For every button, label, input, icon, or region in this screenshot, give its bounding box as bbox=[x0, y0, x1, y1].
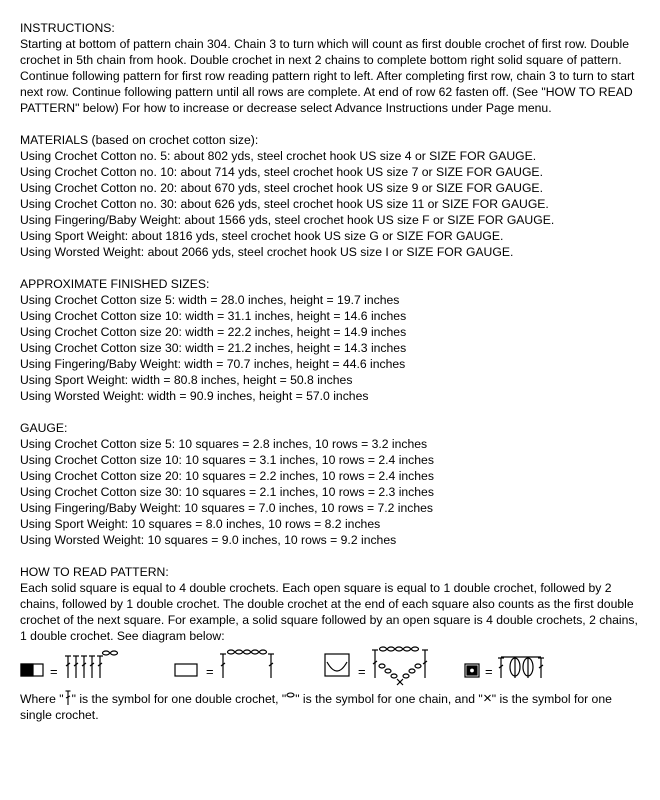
materials-line: Using Fingering/Baby Weight: about 1566 yds, steel crochet hook US size F or SIZE FOR GAUGE. bbox=[20, 213, 555, 227]
sizes-line: Using Crochet Cotton size 30: width = 21.2 inches, height = 14.3 inches bbox=[20, 341, 407, 355]
symbol-diagram bbox=[20, 646, 645, 686]
instructions-heading: INSTRUCTIONS: bbox=[20, 21, 115, 35]
lacet-stitch-icon bbox=[372, 647, 428, 685]
materials-line: Using Crochet Cotton no. 5: about 802 yds, steel crochet hook US size 4 or SIZE FOR GAUGE. bbox=[20, 149, 537, 163]
gauge-line: Using Crochet Cotton size 5: 10 squares = 2.8 inches, 10 rows = 3.2 inches bbox=[20, 437, 428, 451]
how-to-read-body: Each solid square is equal to 4 double crochets. Each open square is equal to 1 double crochet, followed by 2 chains, followed by 1 double crochet. The double crochet at the end of each square also counts as the first double crochet of the next square. For example, a solid square followed by an open square is 4 double crochets, 2 chains, 1 double crochet. See diagram below: bbox=[20, 581, 638, 643]
equals-sign: = bbox=[206, 664, 214, 679]
gauge-line: Using Sport Weight: 10 squares = 8.0 inches, 10 rows = 8.2 inches bbox=[20, 517, 381, 531]
legend-text: " is the symbol for one single crochet. bbox=[20, 692, 612, 722]
materials-line: Using Crochet Cotton no. 20: about 670 yds, steel crochet hook US size 9 or SIZE FOR GAUGE. bbox=[20, 181, 543, 195]
gauge-heading: GAUGE: bbox=[20, 421, 68, 435]
gauge-line: Using Crochet Cotton size 10: 10 squares = 3.1 inches, 10 rows = 2.4 inches bbox=[20, 453, 434, 467]
symbol-legend bbox=[20, 690, 645, 723]
sizes-line: Using Crochet Cotton size 20: width = 22.2 inches, height = 14.9 inches bbox=[20, 325, 407, 339]
solid-square-icon bbox=[21, 664, 43, 676]
equals-sign: = bbox=[50, 664, 58, 679]
sizes-line: Using Crochet Cotton size 10: width = 31.1 inches, height = 14.6 inches bbox=[20, 309, 407, 323]
gauge-section bbox=[20, 420, 645, 548]
pattern-document bbox=[20, 20, 645, 723]
sizes-line: Using Sport Weight: width = 80.8 inches, height = 50.8 inches bbox=[20, 373, 353, 387]
equals-sign: = bbox=[485, 664, 493, 679]
materials-line: Using Sport Weight: about 1816 yds, steel crochet hook US size G or SIZE FOR GAUGE. bbox=[20, 229, 504, 243]
sizes-line: Using Fingering/Baby Weight: width = 70.7 inches, height = 44.6 inches bbox=[20, 357, 406, 371]
bar-stitch-icon bbox=[498, 657, 544, 678]
sizes-heading: APPROXIMATE FINISHED SIZES: bbox=[20, 277, 210, 291]
how-to-read-section bbox=[20, 564, 645, 723]
bar-square-icon bbox=[465, 664, 479, 677]
open-square-stitch-icon bbox=[220, 650, 274, 678]
materials-line: Using Crochet Cotton no. 10: about 714 yds, steel crochet hook US size 7 or SIZE FOR GAUGE. bbox=[20, 165, 543, 179]
open-square-icon bbox=[175, 664, 197, 676]
chain-icon bbox=[286, 691, 295, 701]
chain-pair-icon bbox=[103, 651, 118, 655]
symbol-diagram-graphic bbox=[20, 646, 645, 686]
sizes-line: Using Worsted Weight: width = 90.9 inches, height = 57.0 inches bbox=[20, 389, 369, 403]
gauge-line: Using Crochet Cotton size 30: 10 squares = 2.1 inches, 10 rows = 2.3 inches bbox=[20, 485, 434, 499]
equals-sign: = bbox=[358, 664, 366, 679]
gauge-line: Using Crochet Cotton size 20: 10 squares = 2.2 inches, 10 rows = 2.4 inches bbox=[20, 469, 434, 483]
sizes-section bbox=[20, 276, 645, 404]
how-to-read-heading: HOW TO READ PATTERN: bbox=[20, 565, 169, 579]
instructions-body: Starting at bottom of pattern chain 304. Chain 3 to turn which will count as first double crochet of first row. Double crochet in 5th chain from hook. Double crochet in next 2 chains to complete bottom right solid square of pattern. Continue following pattern for first row reading pattern right to left. After completing first row, chain 3 to turn to start next row. Continue following pattern until all rows are complete. At end of row 62 fasten off. (See "HOW TO READ PATTERN" below) For how to increase or decrease select Advance Instructions under Page menu. bbox=[20, 37, 635, 115]
materials-section bbox=[20, 132, 645, 260]
double-crochet-group-icon bbox=[65, 656, 103, 678]
materials-line: Using Crochet Cotton no. 30: about 626 yds, steel crochet hook US size 11 or SIZE FOR GAUGE. bbox=[20, 197, 549, 211]
legend-text: " is the symbol for one chain, and " bbox=[295, 692, 483, 706]
lacet-square-icon bbox=[325, 654, 349, 676]
materials-line: Using Worsted Weight: about 2066 yds, steel crochet hook US size I or SIZE FOR GAUGE. bbox=[20, 245, 514, 259]
materials-heading: MATERIALS (based on crochet cotton size): bbox=[20, 133, 259, 147]
single-crochet-icon bbox=[483, 693, 492, 703]
legend-text: " is the symbol for one double crochet, " bbox=[71, 692, 287, 706]
sizes-line: Using Crochet Cotton size 5: width = 28.0 inches, height = 19.7 inches bbox=[20, 293, 400, 307]
gauge-line: Using Worsted Weight: 10 squares = 9.0 inches, 10 rows = 9.2 inches bbox=[20, 533, 397, 547]
instructions-section bbox=[20, 20, 645, 116]
legend-text: Where " bbox=[20, 692, 64, 706]
double-crochet-icon bbox=[64, 690, 72, 706]
gauge-line: Using Fingering/Baby Weight: 10 squares = 7.0 inches, 10 rows = 7.2 inches bbox=[20, 501, 434, 515]
